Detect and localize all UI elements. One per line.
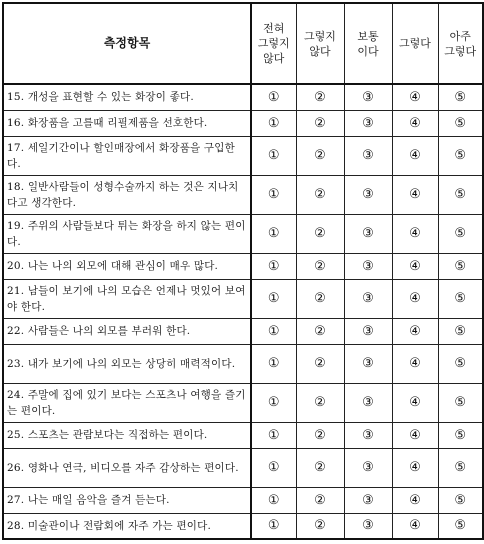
answer-option-1[interactable]: ① — [251, 253, 296, 279]
question-row — [3, 84, 483, 110]
answer-option-2[interactable]: ② — [296, 136, 344, 175]
answer-option-1[interactable]: ① — [251, 487, 296, 513]
answer-option-3[interactable]: ③ — [344, 344, 392, 383]
question-text: 17. 세일기간이나 할인매장에서 화장품을 구입한다. — [3, 136, 251, 175]
answer-option-1[interactable]: ① — [251, 175, 296, 214]
answer-option-4[interactable]: ④ — [392, 175, 438, 214]
answer-option-5[interactable]: ⑤ — [438, 448, 483, 487]
question-row — [3, 175, 483, 214]
answer-option-3[interactable]: ③ — [344, 279, 392, 318]
answer-option-4[interactable]: ④ — [392, 253, 438, 279]
answer-option-2[interactable]: ② — [296, 448, 344, 487]
option-header-5 — [438, 3, 483, 84]
option-header-line: 그렇다 — [399, 37, 431, 50]
answer-option-5[interactable]: ⑤ — [438, 136, 483, 175]
answer-option-1[interactable]: ① — [251, 318, 296, 344]
answer-option-5[interactable]: ⑤ — [438, 344, 483, 383]
answer-option-5[interactable]: ⑤ — [438, 175, 483, 214]
answer-option-4[interactable]: ④ — [392, 422, 438, 448]
option-header-line: 그렇다 — [444, 44, 477, 58]
option-header-line: 그렇지 — [257, 37, 290, 50]
option-header-line: 않다 — [263, 52, 285, 65]
question-text: 20. 나는 나의 외모에 대해 관심이 매우 많다. — [3, 253, 251, 279]
answer-option-5[interactable]: ⑤ — [438, 513, 483, 539]
answer-option-4[interactable]: ④ — [392, 344, 438, 383]
answer-option-3[interactable]: ③ — [344, 513, 392, 539]
answer-option-4[interactable]: ④ — [392, 136, 438, 175]
measure-item-header: 측정항목 — [3, 3, 251, 84]
answer-option-3[interactable]: ③ — [344, 448, 392, 487]
question-row — [3, 487, 483, 513]
answer-option-2[interactable]: ② — [296, 318, 344, 344]
option-header-line: 보통 — [357, 29, 379, 43]
answer-option-4[interactable]: ④ — [392, 383, 438, 422]
answer-option-3[interactable]: ③ — [344, 383, 392, 422]
answer-option-2[interactable]: ② — [296, 279, 344, 318]
question-text: 15. 개성을 표현할 수 있는 화장이 좋다. — [3, 84, 251, 110]
answer-option-3[interactable]: ③ — [344, 487, 392, 513]
answer-option-2[interactable]: ② — [296, 383, 344, 422]
answer-option-3[interactable]: ③ — [344, 84, 392, 110]
answer-option-2[interactable]: ② — [296, 253, 344, 279]
answer-option-2[interactable]: ② — [296, 344, 344, 383]
answer-option-3[interactable]: ③ — [344, 422, 392, 448]
answer-option-1[interactable]: ① — [251, 110, 296, 136]
answer-option-1[interactable]: ① — [251, 448, 296, 487]
question-row — [3, 513, 483, 539]
question-text: 23. 내가 보기에 나의 외모는 상당히 매력적이다. — [3, 344, 251, 383]
answer-option-3[interactable]: ③ — [344, 175, 392, 214]
option-header-line: 전혀 — [263, 22, 285, 35]
option-header-line: 않다 — [309, 44, 331, 58]
answer-option-3[interactable]: ③ — [344, 253, 392, 279]
answer-option-3[interactable]: ③ — [344, 136, 392, 175]
survey-table — [2, 2, 484, 540]
answer-option-2[interactable]: ② — [296, 487, 344, 513]
option-header-3 — [344, 3, 392, 84]
answer-option-3[interactable]: ③ — [344, 110, 392, 136]
question-row — [3, 448, 483, 487]
answer-option-1[interactable]: ① — [251, 136, 296, 175]
answer-option-2[interactable]: ② — [296, 175, 344, 214]
question-row — [3, 214, 483, 253]
question-row — [3, 318, 483, 344]
question-text: 27. 나는 매일 음악을 즐겨 듣는다. — [3, 487, 251, 513]
answer-option-4[interactable]: ④ — [392, 279, 438, 318]
answer-option-5[interactable]: ⑤ — [438, 422, 483, 448]
answer-option-2[interactable]: ② — [296, 513, 344, 539]
answer-option-5[interactable]: ⑤ — [438, 279, 483, 318]
question-text: 16. 화장품을 고를때 리필제품을 선호한다. — [3, 110, 251, 136]
answer-option-4[interactable]: ④ — [392, 487, 438, 513]
question-row — [3, 383, 483, 422]
answer-option-5[interactable]: ⑤ — [438, 110, 483, 136]
question-row — [3, 253, 483, 279]
answer-option-5[interactable]: ⑤ — [438, 253, 483, 279]
question-row — [3, 136, 483, 175]
answer-option-2[interactable]: ② — [296, 110, 344, 136]
answer-option-1[interactable]: ① — [251, 344, 296, 383]
answer-option-4[interactable]: ④ — [392, 318, 438, 344]
answer-option-1[interactable]: ① — [251, 422, 296, 448]
answer-option-5[interactable]: ⑤ — [438, 84, 483, 110]
answer-option-1[interactable]: ① — [251, 513, 296, 539]
answer-option-4[interactable]: ④ — [392, 110, 438, 136]
question-text: 24. 주말에 집에 있기 보다는 스포츠나 여행을 즐기는 편이다. — [3, 383, 251, 422]
answer-option-1[interactable]: ① — [251, 383, 296, 422]
answer-option-5[interactable]: ⑤ — [438, 487, 483, 513]
answer-option-5[interactable]: ⑤ — [438, 383, 483, 422]
question-text: 22. 사람들은 나의 외모를 부러워 한다. — [3, 318, 251, 344]
option-header-line: 그렇지 — [304, 29, 336, 43]
header-row — [3, 3, 483, 84]
answer-option-1[interactable]: ① — [251, 279, 296, 318]
option-header-line: 이다 — [357, 44, 379, 58]
answer-option-2[interactable]: ② — [296, 84, 344, 110]
answer-option-3[interactable]: ③ — [344, 214, 392, 253]
question-text: 26. 영화나 연극, 비디오를 자주 감상하는 편이다. — [3, 448, 251, 487]
question-row — [3, 279, 483, 318]
question-row — [3, 422, 483, 448]
question-row — [3, 110, 483, 136]
question-text: 28. 미술관이나 전람회에 자주 가는 편이다. — [3, 513, 251, 539]
answer-option-5[interactable]: ⑤ — [438, 318, 483, 344]
question-text: 19. 주위의 사람들보다 튀는 화장을 하지 않는 편이다. — [3, 214, 251, 253]
question-text: 18. 일반사람들이 성형수술까지 하는 것은 지나치다고 생각한다. — [3, 175, 251, 214]
option-header-4 — [392, 3, 438, 84]
question-rows — [3, 84, 483, 539]
option-header-1 — [251, 3, 296, 84]
option-header-line: 아주 — [449, 29, 471, 43]
answer-option-1[interactable]: ① — [251, 214, 296, 253]
answer-option-1[interactable]: ① — [251, 84, 296, 110]
answer-option-4[interactable]: ④ — [392, 513, 438, 539]
answer-option-2[interactable]: ② — [296, 422, 344, 448]
answer-option-4[interactable]: ④ — [392, 448, 438, 487]
answer-option-4[interactable]: ④ — [392, 214, 438, 253]
answer-option-5[interactable]: ⑤ — [438, 214, 483, 253]
answer-option-2[interactable]: ② — [296, 214, 344, 253]
question-text: 21. 남들이 보기에 나의 모습은 언제나 멋있어 보여야 한다. — [3, 279, 251, 318]
question-text: 25. 스포츠는 관람보다는 직접하는 편이다. — [3, 422, 251, 448]
question-row — [3, 344, 483, 383]
option-header-2 — [296, 3, 344, 84]
answer-option-3[interactable]: ③ — [344, 318, 392, 344]
survey-sheet — [2, 2, 482, 542]
answer-option-4[interactable]: ④ — [392, 84, 438, 110]
